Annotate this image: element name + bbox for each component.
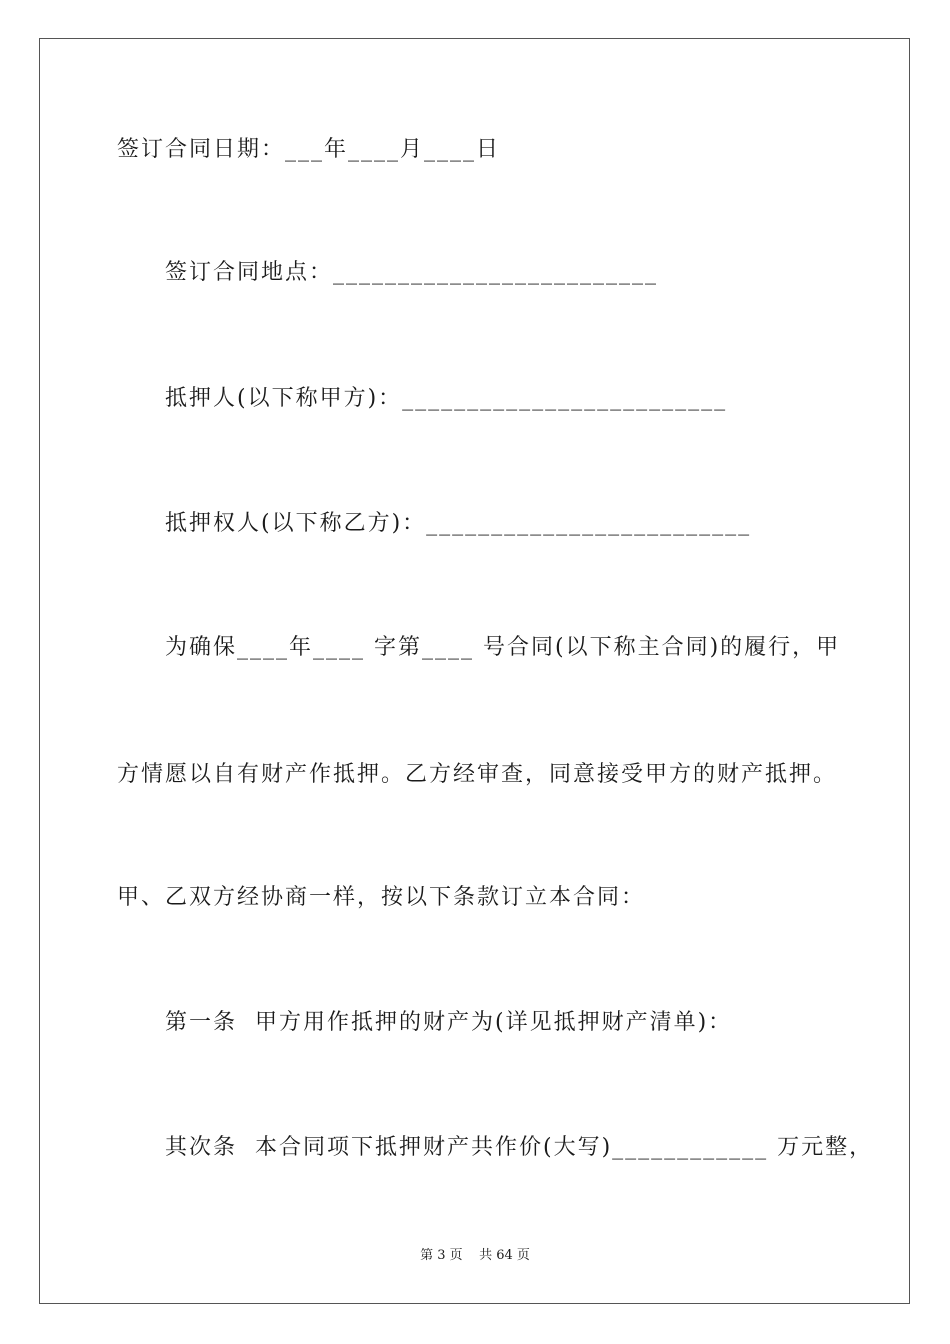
page-number-footer: 第 3 页 共 64 页 — [420, 1248, 530, 1263]
paragraph-purpose-line-3: 甲、乙双方经协商一样，按以下条款订立本合同： — [117, 885, 646, 910]
paragraph-purpose-line-1: 为确保____年____ 字第____ 号合同(以下称主合同)的履行，甲 — [165, 635, 841, 660]
mortgagor-line: 抵押人(以下称甲方)：_________________________ — [165, 386, 728, 411]
article-one-line: 第一条 甲方用作抵押的财产为(详见抵押财产清单)： — [165, 1010, 733, 1035]
mortgagee-line: 抵押权人(以下称乙方)：_________________________ — [165, 511, 752, 536]
contract-date-line: 签订合同日期：___年____月____日 — [117, 137, 501, 162]
article-two-line: 其次条 本合同项下抵押财产共作价(大写)____________ 万元整， — [165, 1135, 874, 1160]
page-frame — [39, 38, 910, 1304]
paragraph-purpose-line-2: 方情愿以自有财产作抵押。乙方经审查，同意接受甲方的财产抵押。 — [117, 762, 838, 787]
contract-place-line: 签订合同地点：_________________________ — [165, 260, 659, 285]
